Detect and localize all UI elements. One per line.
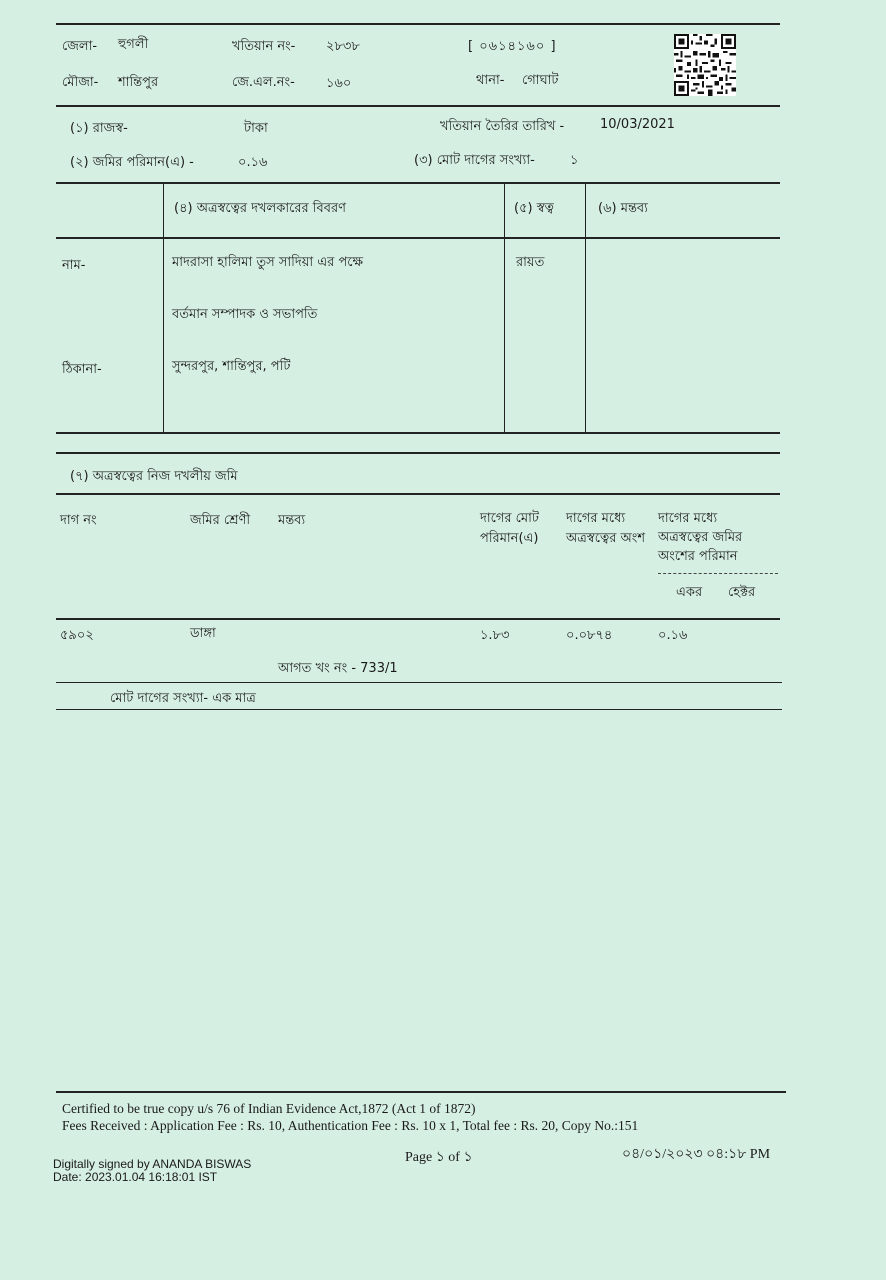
revenue-unit: টাকা [244, 121, 268, 136]
col6-header: (৬) মন্তব্য [598, 201, 648, 216]
cell-land-class: ডাঙ্গা [190, 626, 216, 641]
signed-date: Date: 2023.01.04 16:18:01 IST [53, 1170, 218, 1184]
district-value: হুগলী [118, 37, 149, 52]
land-title-divider [56, 493, 780, 495]
cell-dag-total: ১.৮৩ [480, 628, 510, 643]
page-number: Page ১ of ১ [405, 1150, 473, 1165]
thana-value: গোঘাট [522, 73, 559, 88]
address-value: সুন্দরপুর, শান্তিপুর, পটি [172, 359, 291, 374]
total-dag-text: মোট দাগের সংখ্যা- এক মাত্র [110, 691, 256, 706]
land-header-divider [56, 618, 780, 620]
owner-col-divider-3 [585, 182, 586, 432]
header-dag-total-2: পরিমান(এ) [480, 531, 539, 546]
land-section-top [56, 452, 780, 454]
cell-share: ০.০৮৭৪ [566, 628, 613, 643]
owner-table-bottom [56, 432, 780, 434]
land-section-title: (৭) অত্রস্বত্বের নিজ দখলীয় জমি [70, 469, 238, 484]
jl-label: জে.এল.নং- [232, 75, 295, 90]
owner-col-divider-2 [504, 182, 505, 432]
land-area-label: (২) জমির পরিমান(এ) - [70, 155, 194, 170]
footer-divider [56, 1091, 786, 1093]
creation-date-value: 10/03/2021 [600, 117, 675, 132]
fees-text: Fees Received : Application Fee : Rs. 10, Authentication Fee : Rs. 10 x 1, Total fee : Rs. 20, Copy No.:151 [62, 1118, 639, 1133]
revenue-label: (১) রাজস্ব- [70, 121, 128, 136]
cell-area: ০.১৬ [658, 628, 688, 643]
khatian-value: ২৮৩৮ [326, 39, 360, 54]
header-dag-total-1: দাগের মোট [480, 511, 539, 526]
owner-name-line1: মাদরাসা হালিমা তুস সাদিয়া এর পক্ষে [172, 255, 364, 270]
header-share-1: দাগের মধ্যে [566, 511, 626, 526]
header-area-2: অত্রস্বত্বের জমির [658, 530, 743, 545]
khatian-label: খতিয়ান নং- [232, 39, 296, 54]
header-land-class: জমির শ্রেণী [190, 513, 251, 528]
owner-table-top [56, 182, 780, 184]
thana-label: থানা- [476, 73, 505, 88]
header-share-2: অত্রস্বত্বের অংশ [566, 531, 646, 546]
header-dag-no: দাগ নং [60, 513, 97, 528]
certified-text: Certified to be true copy u/s 76 of Indian Evidence Act,1872 (Act 1 of 1872) [62, 1101, 476, 1116]
carried-divider [56, 682, 782, 683]
top-border [56, 23, 780, 25]
header-area-3: অংশের পরিমান [658, 549, 738, 564]
qr-code-icon [674, 34, 736, 96]
carried-khatian: আগত খং নং - 733/1 [278, 661, 398, 676]
name-label: নাম- [62, 258, 86, 273]
print-datetime: ০৪/০১/২০২৩ ০৪:১৮ PM [622, 1147, 771, 1162]
district-label: জেলা- [62, 39, 98, 54]
header-area-1: দাগের মধ্যে [658, 511, 718, 526]
owner-name-line2: বর্তমান সম্পাদক ও সভাপতি [172, 307, 318, 322]
address-label: ঠিকানা- [62, 362, 102, 377]
signed-by: Digitally signed by ANANDA BISWAS [53, 1157, 252, 1171]
mouza-value: শান্তিপুর [118, 75, 159, 90]
mouza-label: মৌজা- [62, 75, 99, 90]
area-subheader-divider [658, 573, 778, 574]
header-divider [56, 105, 780, 107]
creation-date-label: খতিয়ান তৈরির তারিখ - [440, 119, 565, 134]
header-hectare: হেক্টর [728, 585, 756, 600]
col4-header: (৪) অত্রস্বত্বের দখলকারের বিবরণ [174, 201, 346, 216]
record-code: [ ০৬১৪১৬০ ] [468, 39, 557, 54]
cell-dag-no: ৫৯০২ [60, 628, 94, 643]
land-area-value: ০.১৬ [238, 155, 268, 170]
header-acre: একর [676, 585, 703, 600]
jl-value: ১৬০ [326, 76, 352, 91]
land-section-bottom [56, 709, 782, 710]
col5-header: (৫) স্বত্ব [514, 201, 554, 216]
header-remarks: মন্তব্য [278, 513, 306, 528]
right-value: রায়ত [516, 255, 545, 270]
owner-header-divider [56, 237, 780, 239]
total-dag-value: ১ [570, 153, 579, 168]
total-dag-label: (৩) মোট দাগের সংখ্যা- [414, 153, 535, 168]
owner-col-divider-1 [163, 182, 164, 432]
